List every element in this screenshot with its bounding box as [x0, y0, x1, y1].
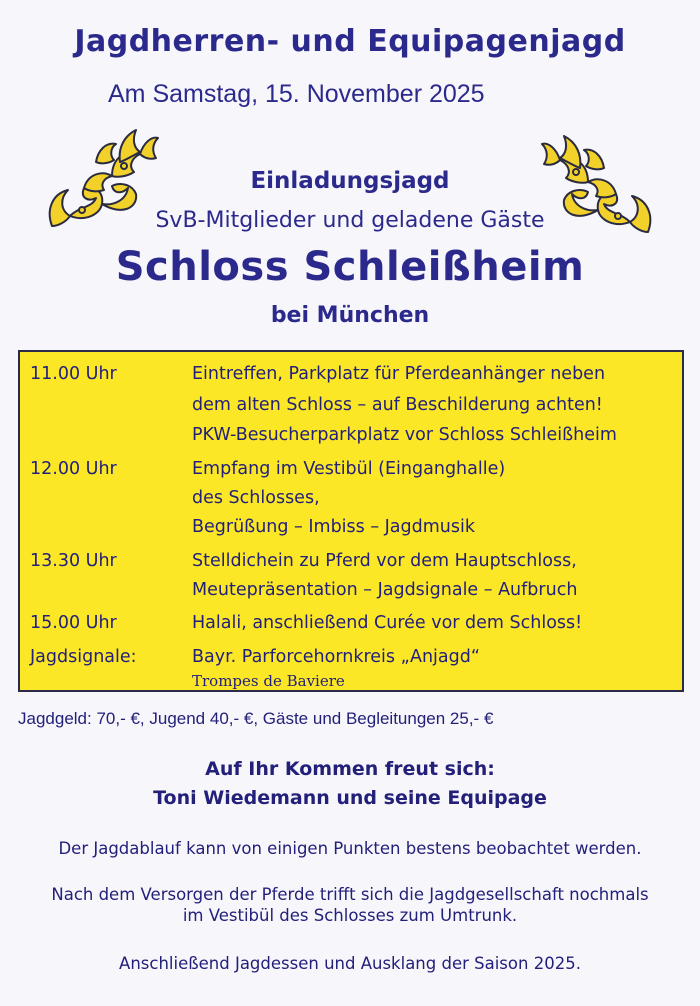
host-line: Toni Wiedemann und seine Equipage	[153, 787, 547, 809]
note-text: im Vestibül des Schlosses zum Umtrunk.	[182, 906, 518, 925]
venue-title: Schloss Schleißheim	[115, 244, 585, 290]
fee-line: Jagdgeld: 70,- €, Jugend 40,- €, Gäste und Begleitungen 25,- €	[18, 709, 494, 728]
schedule-time: 13.30 Uhr	[30, 551, 117, 571]
guests-line: SvB-Mitglieder und geladene Gäste	[155, 208, 545, 233]
schedule-time: 12.00 Uhr	[30, 459, 117, 479]
schedule-line: PKW-Besucherparkplatz vor Schloss Schleißheim	[192, 425, 617, 445]
schedule-time: Jagdsignale:	[30, 647, 137, 667]
schedule-line: Begrüßung – Imbiss – Jagdmusik	[192, 517, 475, 537]
schedule-line: Trompes de Baviere	[192, 672, 345, 690]
schedule-time: 15.00 Uhr	[30, 613, 117, 633]
note-text: Anschließend Jagdessen und Ausklang der Saison 2025.	[119, 954, 581, 973]
invitation-heading: Einladungsjagd	[250, 168, 450, 194]
schedule-line: dem alten Schloss – auf Beschilderung achten!	[192, 395, 603, 415]
schedule-line: Eintreffen, Parkplatz für Pferdeanhänger neben	[192, 364, 606, 384]
note-text: Der Jagdablauf kann von einigen Punkten bestens beobachtet werden.	[58, 839, 642, 858]
event-date: Am Samstag, 15. November 2025	[108, 80, 485, 108]
venue-city: bei München	[270, 303, 430, 328]
page-title: Jagdherren- und Equipagenjagd	[74, 24, 626, 59]
schedule-line: Bayr. Parforcehornkreis „Anjagd“	[192, 647, 480, 667]
schedule-line: Halali, anschließend Curée vor dem Schloss!	[192, 613, 583, 633]
schedule-line: Empfang im Vestibül (Einganghalle)	[192, 459, 506, 479]
schedule-line: des Schlosses,	[192, 488, 320, 508]
welcome-line: Auf Ihr Kommen freut sich:	[205, 758, 495, 780]
schedule-line: Stelldichein zu Pferd vor dem Hauptschloss,	[192, 551, 577, 571]
note-text: Nach dem Versorgen der Pferde trifft sich die Jagdgesellschaft nochmals	[51, 885, 649, 904]
schedule-time: 11.00 Uhr	[30, 364, 117, 384]
schedule-line: Meutepräsentation – Jagdsignale – Aufbruch	[192, 580, 578, 600]
schedule-box	[18, 350, 684, 692]
